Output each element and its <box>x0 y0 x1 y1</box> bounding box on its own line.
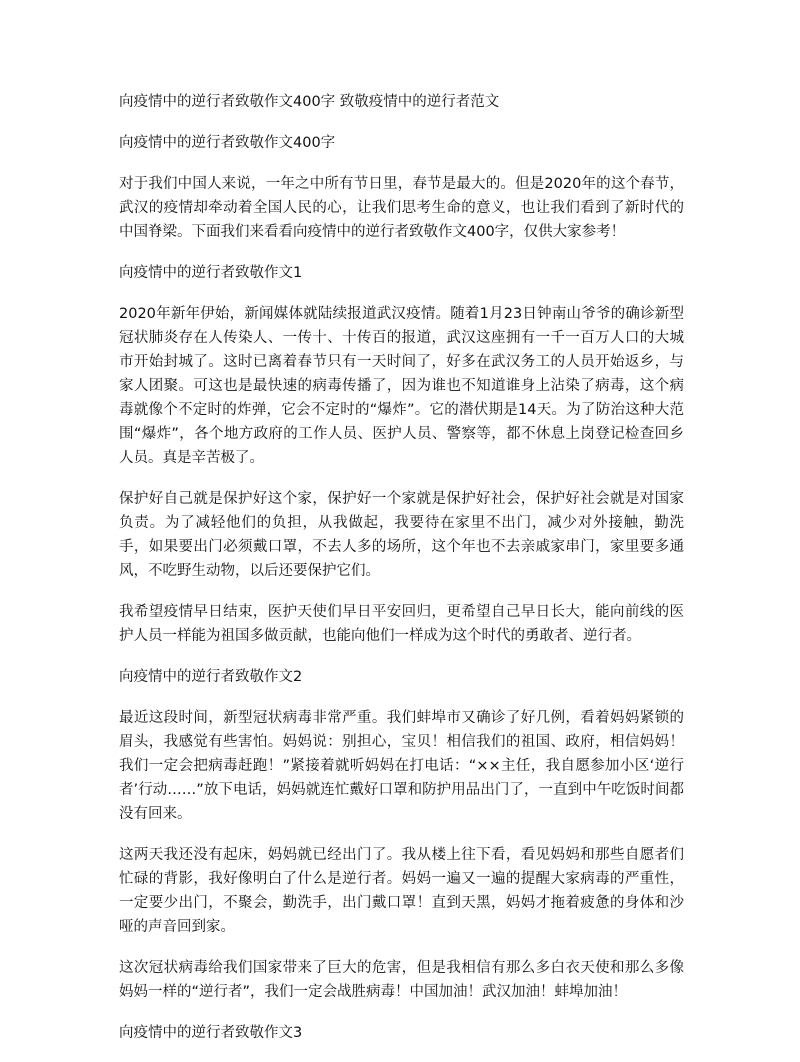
essay-2-paragraph-2: 这两天我还没有起床，妈妈就已经出门了。我从楼上往下看，看见妈妈和那些自愿者们忙碌的背影，我好像明白了什么是逆行者。妈妈一遍又一遍的提醒大家病毒的严重性，一定要少出门，不聚会，勤洗手，出门戴口罩！直到天黑，妈妈才拖着疲惫的身体和沙哑的声音回到家。 <box>119 847 684 935</box>
essay-1-paragraph-3: 我希望疫情早日结束，医护天使们早日平安回归，更希望自己早日长大，能向前线的医护人员一样能为祖国多做贡献，也能向他们一样成为这个时代的勇敢者、逆行者。 <box>119 604 684 644</box>
essay-1-paragraph-1: 2020年新年伊始，新闻媒体就陆续报道武汉疫情。随着1月23日钟南山爷爷的确诊新型冠状肺炎存在人传染人、一传十、十传百的报道，武汉这座拥有一千一百万人口的大城市开始封城了。这时已离着春节只有一天时间了，好多在武汉务工的人员开始返乡，与家人团聚。可这也是最快速的病毒传播了，因为谁也不知道谁身上沾染了病毒，这个病毒就像个不定时的炸弹，它会不定时的“爆炸”。它的潜伏期是14天。为了防治这种大范围“爆炸”，各个地方政府的工作人员、医护人员、警察等，都不休息上岗登记检查回乡人员。真是辛苦极了。 <box>119 306 684 466</box>
essay-2-paragraph-3: 这次冠状病毒给我们国家带来了巨大的危害，但是我相信有那么多白衣天使和那么多像妈妈一样的“逆行者”，我们一定会战胜病毒！中国加油！武汉加油！蚌埠加油！ <box>119 960 684 1000</box>
essay-3-heading: 向疫情中的逆行者致敬作文3 <box>119 1025 303 1041</box>
essay-1-heading: 向疫情中的逆行者致敬作文1 <box>119 265 303 281</box>
intro-paragraph: 对于我们中国人来说，一年之中所有节日里，春节是最大的。但是2020年的这个春节，武汉的疫情却牵动着全国人民的心，让我们思考生命的意义，也让我们看到了新时代的中国脊梁。下面我们来看看向疫情中的逆行者致敬作文400字，仅供大家参考！ <box>119 176 684 240</box>
document-title: 向疫情中的逆行者致敬作文400字 致敬疫情中的逆行者范文 <box>119 94 500 110</box>
essay-1-paragraph-2: 保护好自己就是保护好这个家，保护好一个家就是保护好社会，保护好社会就是对国家负责。为了减轻他们的负担，从我做起，我要待在家里不出门，减少对外接触，勤洗手，如果要出门必须戴口罩，不去人多的场所，这个年也不去亲戚家串门，家里要多通风，不吃野生动物，以后还要保护它们。 <box>119 491 684 579</box>
document-subtitle: 向疫情中的逆行者致敬作文400字 <box>119 135 336 151</box>
essay-2-heading: 向疫情中的逆行者致敬作文2 <box>119 669 303 685</box>
document-page <box>119 90 684 1062</box>
essay-2-paragraph-1: 最近这段时间，新型冠状病毒非常严重。我们蚌埠市又确诊了好几例，看着妈妈紧锁的眉头，我感觉有些害怕。妈妈说：别担心，宝贝！相信我们的祖国、政府，相信妈妈！我们一定会把病毒赶跑！”紧接着就听妈妈在打电话：“××主任，我自愿参加小区‘逆行者’行动……”放下电话，妈妈就连忙戴好口罩和防护用品出门了，一直到中午吃饭时间都没有回来。 <box>119 710 684 822</box>
